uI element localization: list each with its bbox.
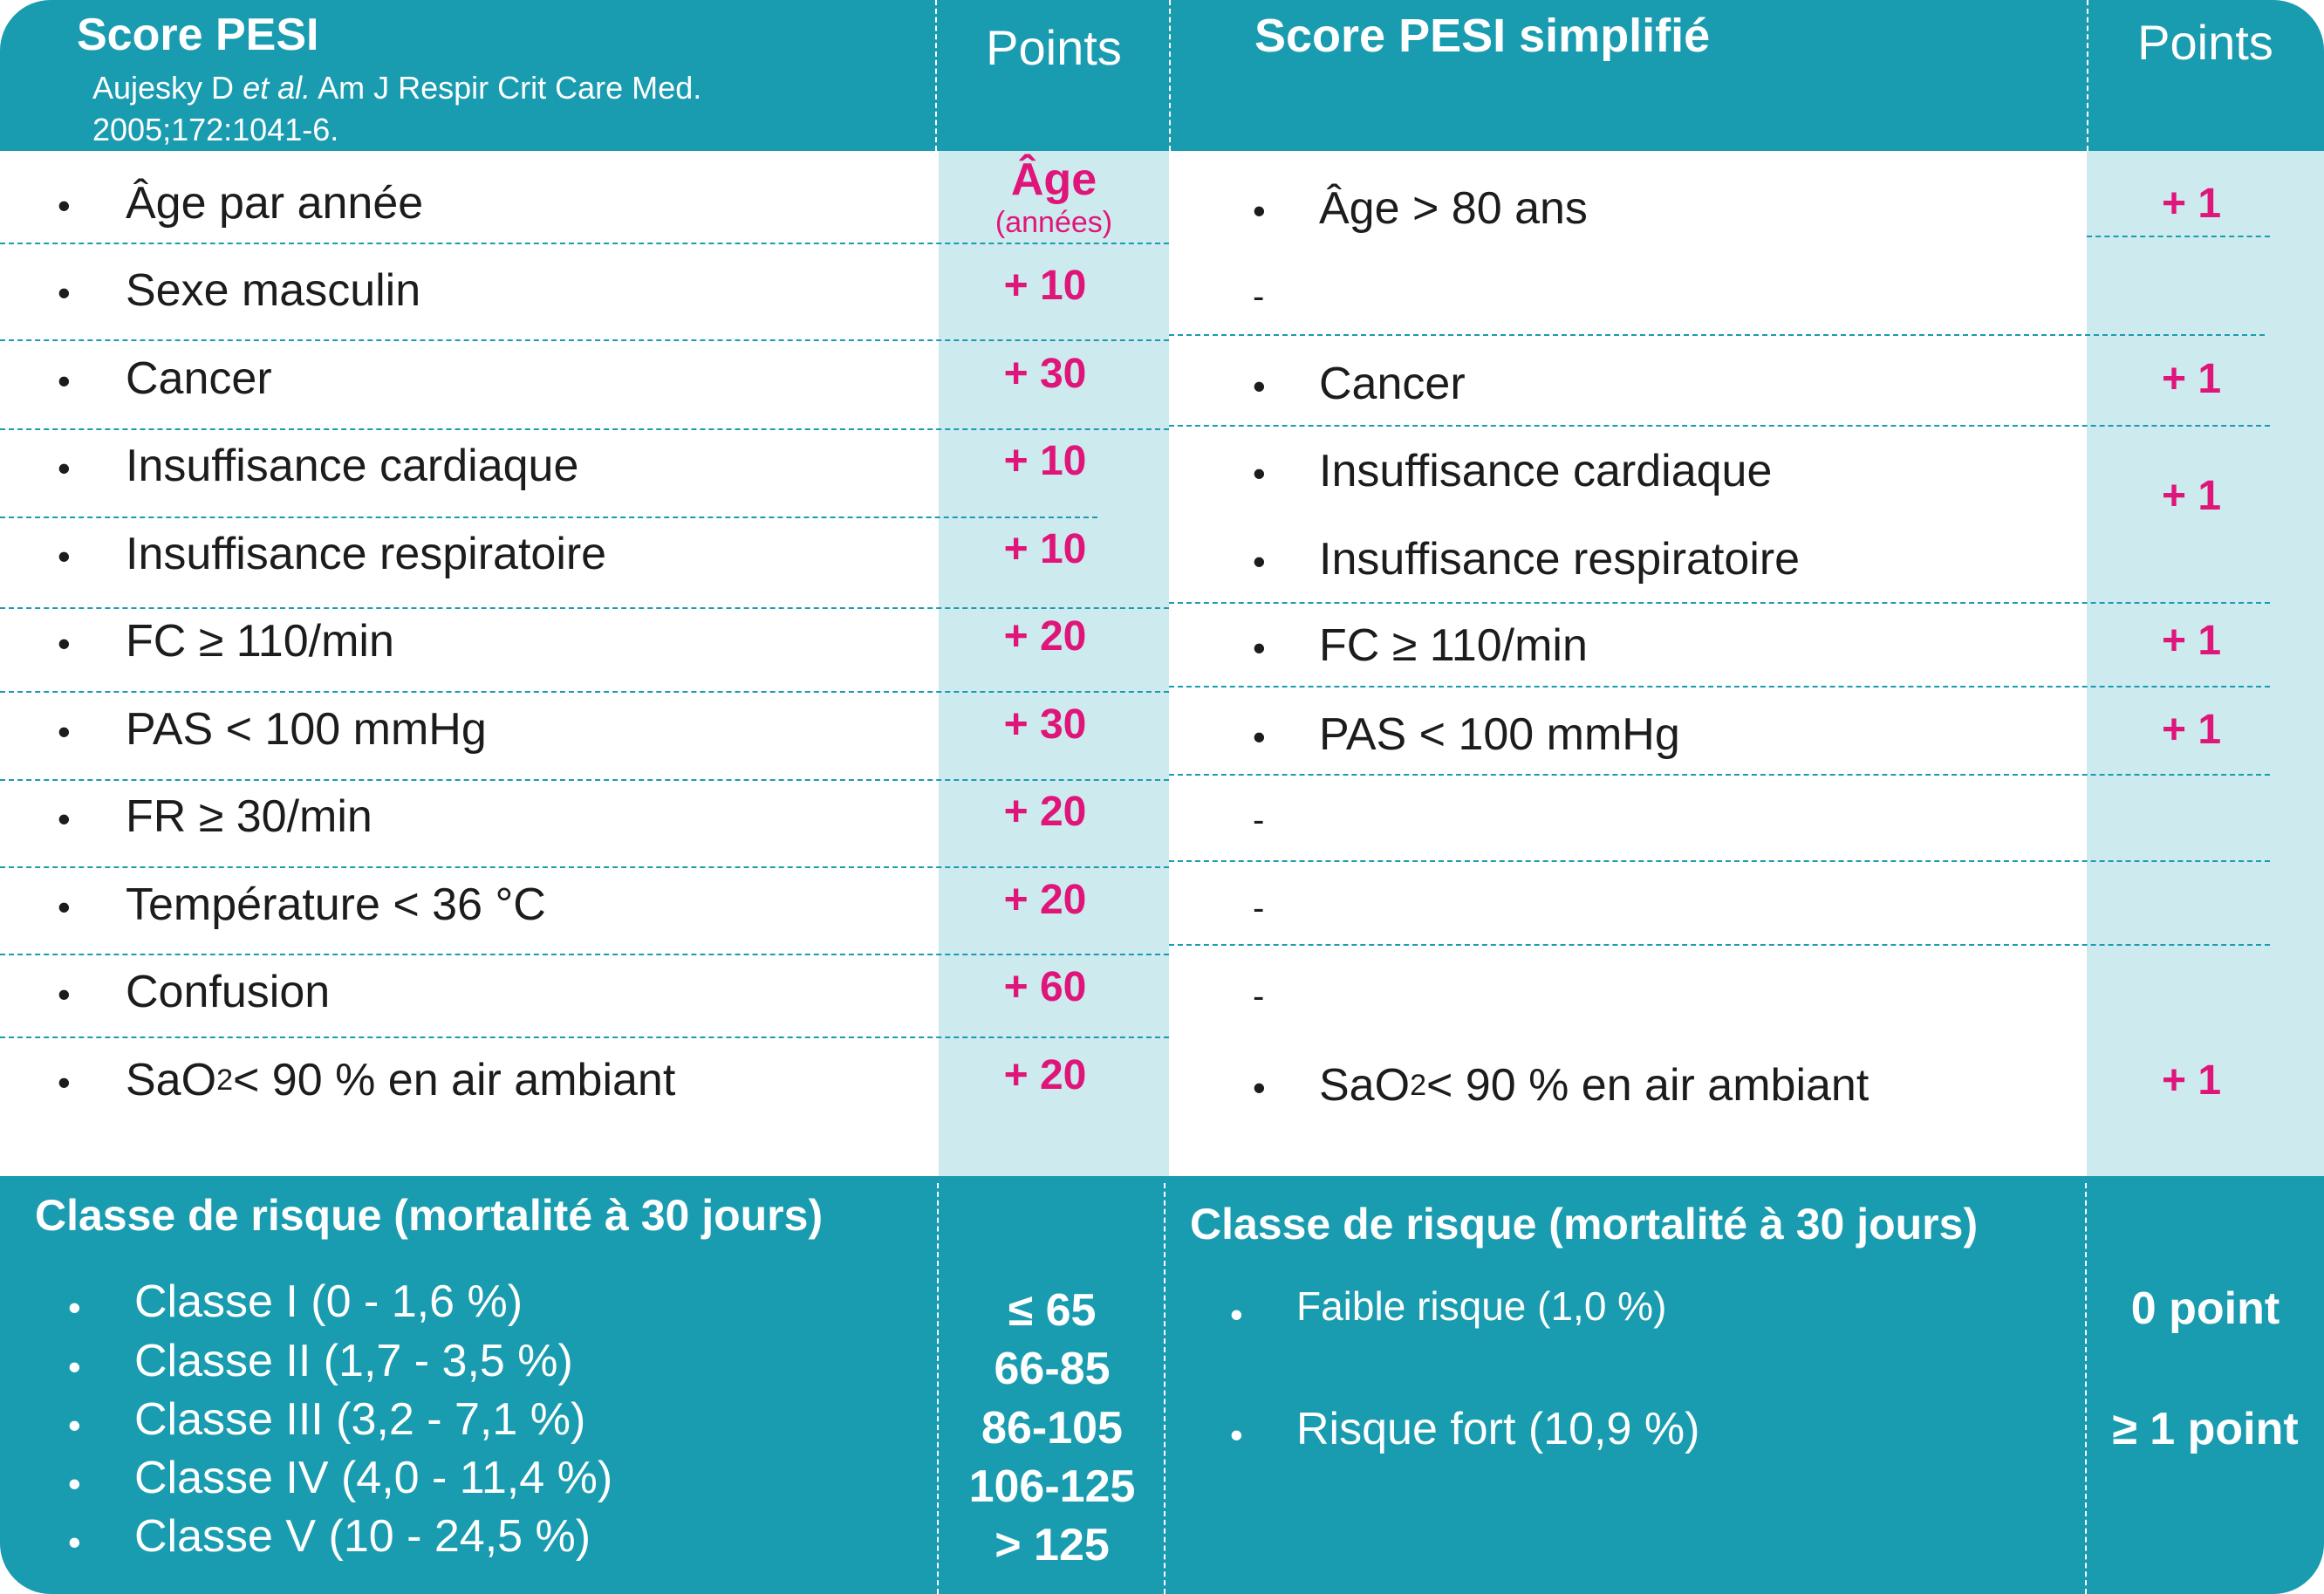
bullet: •: [68, 1346, 81, 1387]
risk-class-score-range: 106-125: [968, 1461, 1136, 1512]
risk-class-label: Classe IV (4,0 - 11,4 %): [134, 1453, 613, 1503]
spesi-title: Score PESI simplifié: [1254, 10, 1711, 62]
spesi-criterion: Insuffisance respiratoire: [1319, 534, 1801, 585]
bullet: •: [1253, 1067, 1266, 1108]
spesi-criterion: [1319, 1042, 1869, 1129]
pesi-criterion: Confusion: [126, 967, 331, 1017]
bullet: •: [58, 536, 71, 577]
risk-class-label: Classe III (3,2 - 7,1 %): [134, 1394, 586, 1445]
spesi-not-applicable-dash: -: [1253, 889, 1265, 927]
risk-class-points: ≥ 1 point: [2112, 1404, 2299, 1454]
bullet: •: [58, 272, 71, 313]
label-text: SaO: [126, 1055, 217, 1105]
risk-class-score-range: ≤ 65: [1008, 1285, 1097, 1336]
label-subscript: 2: [1410, 1068, 1426, 1102]
spesi-criterion: FC ≥ 110/min: [1319, 620, 1588, 671]
pesi-criterion: Insuffisance respiratoire: [126, 529, 607, 579]
pesi-criterion: Insuffisance cardiaque: [126, 441, 579, 491]
label-text-after: < 90 % en air ambiant: [232, 1055, 676, 1105]
pesi-title: Score PESI: [77, 10, 319, 60]
spesi-row-separator: [1169, 860, 2270, 862]
bullet: •: [58, 798, 71, 839]
spesi-not-applicable-dash: -: [1253, 277, 1265, 316]
spesi-points: + 1: [2161, 617, 2222, 664]
risk-class-label: Classe II (1,7 - 3,5 %): [134, 1336, 573, 1386]
risk-class-score-range: 86-105: [981, 1403, 1123, 1454]
bullet: •: [58, 448, 71, 489]
risk-class-label: Faible risque (1,0 %): [1296, 1283, 1667, 1329]
pesi-reference-line2: 2005;172:1041-6.: [92, 112, 339, 147]
bullet: •: [1253, 453, 1266, 494]
reference-author: Aujesky D: [92, 70, 243, 106]
header-divider-2: [1169, 0, 1171, 151]
pesi-points: + 20: [1003, 788, 1087, 835]
age-points-unit: (années): [995, 206, 1113, 239]
pesi-points: + 10: [1003, 525, 1087, 572]
bullet: •: [68, 1463, 81, 1504]
spesi-criterion: PAS < 100 mmHg: [1319, 709, 1680, 760]
pesi-criterion: [126, 1036, 675, 1124]
spesi-points-header: Points: [2137, 15, 2273, 70]
bullet: •: [68, 1522, 81, 1563]
risk-class-points: 0 point: [2130, 1283, 2280, 1334]
right-risk-title: Classe de risque (mortalité à 30 jours): [1190, 1200, 1979, 1249]
risk-class-score-range: > 125: [995, 1520, 1110, 1570]
bullet: •: [68, 1287, 81, 1328]
pesi-criterion: Cancer: [126, 353, 272, 404]
spesi-not-applicable-dash: -: [1253, 977, 1265, 1016]
pesi-criterion: Âge par année: [126, 178, 424, 229]
pesi-reference: [92, 70, 701, 106]
spesi-row-separator: [1169, 944, 2270, 946]
spesi-criterion: Âge > 80 ans: [1319, 183, 1588, 234]
pesi-criterion: Sexe masculin: [126, 265, 421, 316]
pesi-points-header: Points: [986, 20, 1122, 75]
bullet: •: [1253, 716, 1266, 757]
bullet: •: [1230, 1414, 1243, 1455]
risk-class-label: Risque fort (10,9 %): [1296, 1404, 1700, 1454]
spesi-points: + 1: [2161, 472, 2222, 519]
pesi-criterion: PAS < 100 mmHg: [126, 704, 487, 755]
pesi-points: + 20: [1003, 876, 1087, 923]
footer-divider-3: [2085, 1183, 2087, 1594]
bullet: •: [1253, 190, 1266, 231]
label-text-after: < 90 % en air ambiant: [1425, 1060, 1869, 1111]
label-text: SaO: [1319, 1060, 1411, 1111]
left-risk-title: Classe de risque (mortalité à 30 jours): [35, 1191, 824, 1240]
bullet: •: [1253, 541, 1266, 582]
spesi-points: + 1: [2161, 706, 2222, 753]
pesi-points: + 10: [1003, 437, 1087, 484]
pesi-criterion: Température < 36 °C: [126, 879, 546, 930]
bullet: •: [1253, 366, 1266, 407]
pesi-points: + 20: [1003, 612, 1087, 660]
label-subscript: 2: [216, 1063, 233, 1097]
bullet: •: [58, 974, 71, 1015]
header-divider-1: [935, 0, 937, 151]
bullet: •: [58, 711, 71, 752]
pesi-points: + 30: [1003, 701, 1087, 748]
bullet: •: [68, 1405, 81, 1446]
risk-class-score-range: 66-85: [994, 1344, 1111, 1394]
risk-class-label: Classe V (10 - 24,5 %): [134, 1511, 591, 1562]
pesi-points: + 10: [1003, 262, 1087, 309]
bullet: •: [1253, 627, 1266, 668]
spesi-criterion: Cancer: [1319, 359, 1466, 409]
pesi-points: + 60: [1003, 963, 1087, 1010]
spesi-points: + 1: [2161, 1057, 2222, 1104]
bullet: •: [58, 1062, 71, 1103]
spesi-points: + 1: [2161, 180, 2222, 227]
pesi-criterion: FC ≥ 110/min: [126, 616, 394, 667]
reference-et-al: et al.: [243, 70, 311, 106]
spesi-criterion: Insuffisance cardiaque: [1319, 446, 1773, 496]
bullet: •: [58, 623, 71, 664]
bullet: •: [58, 886, 71, 927]
bullet: •: [58, 360, 71, 401]
pesi-points: + 20: [1003, 1051, 1087, 1098]
reference-journal: Am J Respir Crit Care Med.: [311, 70, 702, 106]
spesi-not-applicable-dash: -: [1253, 801, 1265, 839]
age-points-label: Âge: [1010, 154, 1097, 205]
bullet: •: [58, 185, 71, 226]
bullet: •: [1230, 1294, 1243, 1335]
spesi-points: + 1: [2161, 355, 2222, 402]
pesi-criterion: FR ≥ 30/min: [126, 791, 373, 842]
risk-class-label: Classe I (0 - 1,6 %): [134, 1276, 523, 1327]
pesi-points: + 30: [1003, 350, 1087, 397]
